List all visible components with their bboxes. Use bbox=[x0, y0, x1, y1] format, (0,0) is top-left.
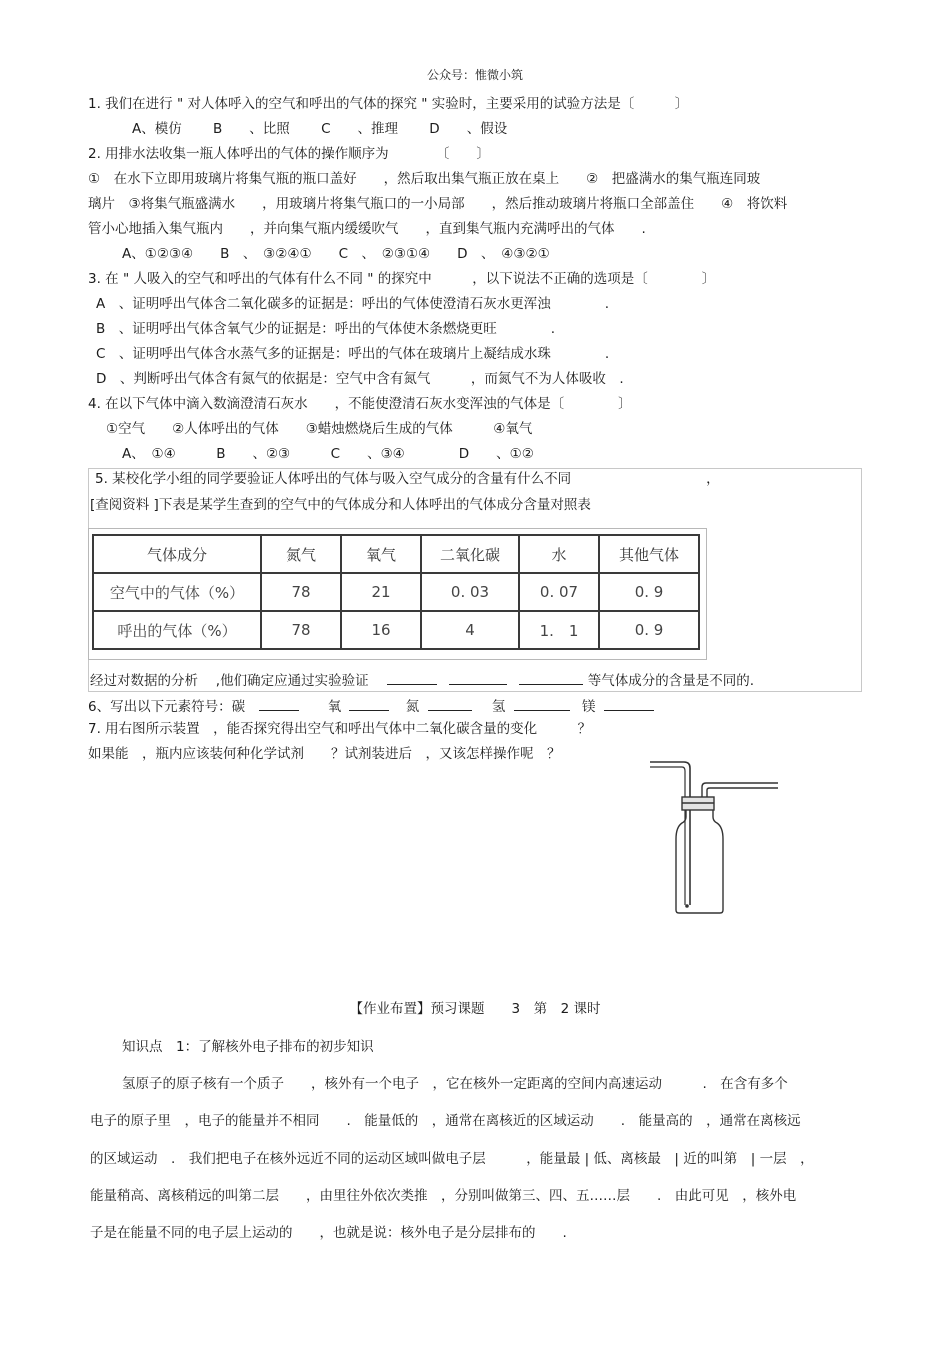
homework-paragraph-line-2: 电子的原子里 ，电子的能量并不相同 . 能量低的 ，通常在离核近的区域运动 . 能量高的 ，通常在离核远 bbox=[90, 1113, 801, 1129]
homework-paragraph-line-1: 氢原子的原子核有一个质子 ，核外有一个电子 ，它在核外一定距离的空间内高速运动 . 在含有多个 bbox=[122, 1076, 788, 1092]
oxygen-label: 氧 bbox=[327, 699, 342, 715]
gas-bottle-apparatus bbox=[640, 755, 790, 920]
question-7-line-2: 如果能 ，瓶内应该装何种化学试剂 ？试剂装进后 ，又该怎样操作呢 ？ bbox=[88, 746, 561, 762]
question-5-stem: 5. 某校化学小组的同学要验证人体呼出的气体与吸入空气成分的含量有什么不同 ， bbox=[95, 471, 720, 487]
carbon-blank[interactable] bbox=[259, 696, 299, 711]
question-3-stem: 3. 在 " 人吸入的空气和呼出的气体有什么不同 " 的探究中 ，以下说法不正确的选项是〔 〕 bbox=[88, 271, 716, 287]
gas-composition-table bbox=[92, 534, 700, 650]
magnesium-blank[interactable] bbox=[604, 696, 654, 711]
hydrogen-label: 氢 bbox=[491, 699, 506, 715]
table-cell: 0. 9 bbox=[599, 611, 699, 649]
table-header-cell: 氮气 bbox=[261, 535, 341, 573]
gas-table-frame bbox=[88, 528, 707, 660]
question-4-options: A、 ①④ B 、②③ C 、③④ D 、①② bbox=[122, 446, 534, 462]
question-6-prefix: 6、写出以下元素符号：碳 bbox=[88, 699, 246, 715]
question-1-options: A、模仿 B 、比照 C 、推理 D 、假设 bbox=[132, 121, 508, 137]
conclusion-text-a: 经过对数据的分析 ,他们确定应通过实验验证 bbox=[90, 673, 369, 689]
question-2-stem: 2. 用排水法收集一瓶人体呼出的气体的操作顺序为 〔 〕 bbox=[88, 146, 490, 162]
table-cell: 0. 9 bbox=[599, 573, 699, 611]
question-2-line-2: 璃片 ③将集气瓶盛满水 ，用玻璃片将集气瓶口的一小局部 ，然后推动玻璃片将瓶口全部盖住 ④ 将饮料 bbox=[88, 196, 788, 212]
question-6 bbox=[88, 696, 654, 716]
table-cell: 1. 1 bbox=[519, 611, 599, 649]
table-header-row bbox=[93, 535, 699, 573]
nitrogen-blank[interactable] bbox=[428, 696, 472, 711]
homework-paragraph-line-5: 子是在能量不同的电子层上运动的 ，也就是说：核外电子是分层排布的 . bbox=[90, 1225, 567, 1241]
table-cell: 78 bbox=[261, 573, 341, 611]
table-row bbox=[93, 573, 699, 611]
table-cell: 21 bbox=[341, 573, 421, 611]
question-4-items: ①空气 ②人体呼出的气体 ③蜡烛燃烧后生成的气体 ④氧气 bbox=[106, 421, 533, 437]
table-cell: 呼出的气体（%） bbox=[93, 611, 261, 649]
question-1-stem: 1. 我们在进行 " 对人体呼入的空气和呼出的气体的探究 " 实验时，主要采用的试验方法是〔 〕 bbox=[88, 96, 689, 112]
table-cell: 4 bbox=[421, 611, 519, 649]
question-3-option-c: C 、证明呼出气体含水蒸气多的证据是：呼出的气体在玻璃片上凝结成水珠 . bbox=[96, 346, 610, 362]
hydrogen-blank[interactable] bbox=[514, 696, 570, 711]
question-4-stem: 4. 在以下气体中滴入数滴澄清石灰水 ，不能使澄清石灰水变浑浊的气体是〔 〕 bbox=[88, 396, 632, 412]
homework-paragraph-line-4: 能量稍高、离核稍远的叫第二层 ，由里往外依次类推 ，分别叫做第三、四、五……层 . 由此可见 ，核外电 bbox=[90, 1188, 797, 1204]
nitrogen-label: 氮 bbox=[405, 699, 420, 715]
question-3-option-a: A 、证明呼出气体含二氧化碳多的证据是：呼出的气体使澄清石灰水更浑浊 . bbox=[96, 296, 610, 312]
page-header: 公众号：惟微小筑 bbox=[426, 68, 523, 82]
question-5-conclusion bbox=[90, 670, 754, 690]
table-header-cell: 气体成分 bbox=[93, 535, 261, 573]
conclusion-text-b: 等气体成分的含量是不同的. bbox=[587, 673, 755, 689]
question-2-line-3: 管小心地插入集气瓶内 ，并向集气瓶内缓缓吹气 ，直到集气瓶内充满呼出的气体 . bbox=[88, 221, 646, 237]
table-header-cell: 其他气体 bbox=[599, 535, 699, 573]
homework-title: 【作业布置】预习课题 3 第 2 课时 bbox=[349, 1001, 601, 1017]
knowledge-point: 知识点 1：了解核外电子排布的初步知识 bbox=[122, 1039, 374, 1055]
question-7-line-1: 7. 用右图所示装置 ，能否探究得出空气和呼出气体中二氧化碳含量的变化 ？ bbox=[88, 721, 592, 737]
table-cell: 空气中的气体（%） bbox=[93, 573, 261, 611]
answer-blank[interactable] bbox=[519, 670, 583, 685]
table-cell: 0. 03 bbox=[421, 573, 519, 611]
answer-blank[interactable] bbox=[449, 670, 507, 685]
table-header-cell: 氧气 bbox=[341, 535, 421, 573]
question-2-line-1: ① 在水下立即用玻璃片将集气瓶的瓶口盖好 ，然后取出集气瓶正放在桌上 ② 把盛满水的集气瓶连同玻 bbox=[88, 171, 761, 187]
table-cell: 16 bbox=[341, 611, 421, 649]
table-cell: 78 bbox=[261, 611, 341, 649]
table-header-cell: 二氧化碳 bbox=[421, 535, 519, 573]
homework-paragraph-line-3: 的区域运动 . 我们把电子在核外远近不同的运动区域叫做电子层 ，能量最 | 低、离核最 | 近的叫第 | 一层 ， bbox=[90, 1151, 814, 1167]
answer-blank[interactable] bbox=[387, 670, 437, 685]
magnesium-label: 镁 bbox=[581, 699, 596, 715]
question-3-option-d: D 、判断呼出气体含有氮气的依据是：空气中含有氮气 ，而氮气不为人体吸收 . bbox=[96, 371, 624, 387]
table-header-cell: 水 bbox=[519, 535, 599, 573]
table-cell: 0. 07 bbox=[519, 573, 599, 611]
question-3-option-b: B 、证明呼出气体含氧气少的证据是：呼出的气体使木条燃烧更旺 . bbox=[96, 321, 556, 337]
oxygen-blank[interactable] bbox=[349, 696, 389, 711]
question-2-options: A、①②③④ B 、 ③②④① C 、 ②③①④ D 、 ④③②① bbox=[122, 246, 550, 262]
table-row bbox=[93, 611, 699, 649]
question-5-reference: [查阅资料 ]下表是某学生查到的空气中的气体成分和人体呼出的气体成分含量对照表 bbox=[90, 497, 591, 513]
